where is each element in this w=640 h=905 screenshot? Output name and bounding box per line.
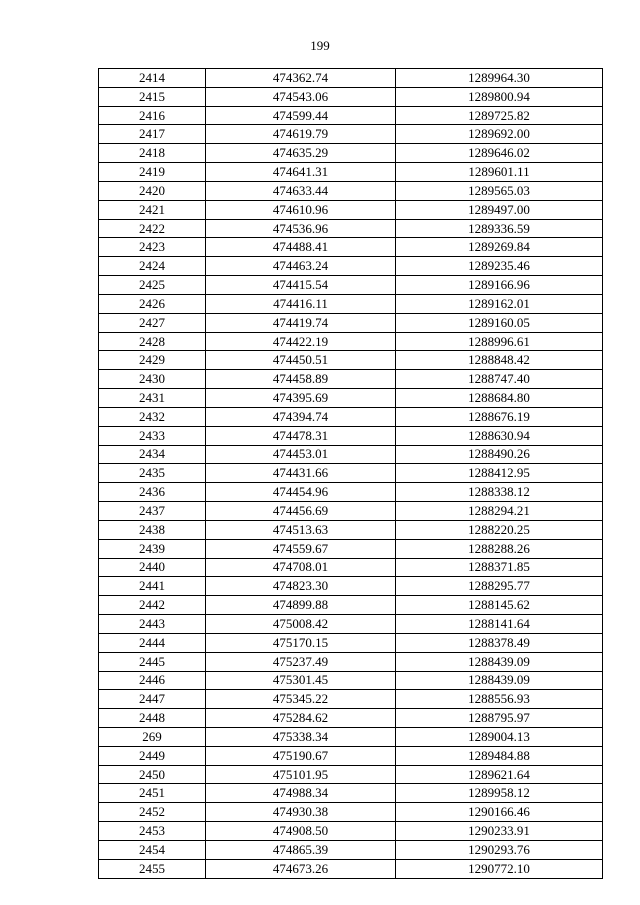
x-coordinate-cell: 474431.66 <box>206 464 396 483</box>
point-number-cell: 2416 <box>99 106 206 125</box>
y-coordinate-cell: 1288676.19 <box>396 407 603 426</box>
x-coordinate-cell: 474458.89 <box>206 370 396 389</box>
y-coordinate-cell: 1289160.05 <box>396 313 603 332</box>
y-coordinate-cell: 1288996.61 <box>396 332 603 351</box>
y-coordinate-cell: 1289725.82 <box>396 106 603 125</box>
x-coordinate-cell: 474930.38 <box>206 803 396 822</box>
x-coordinate-cell: 474641.31 <box>206 163 396 182</box>
point-number-cell: 2454 <box>99 840 206 859</box>
point-number-cell: 2435 <box>99 464 206 483</box>
point-number-cell: 2420 <box>99 181 206 200</box>
y-coordinate-cell: 1288141.64 <box>396 615 603 634</box>
x-coordinate-cell: 474488.41 <box>206 238 396 257</box>
y-coordinate-cell: 1289336.59 <box>396 219 603 238</box>
point-number-cell: 2415 <box>99 87 206 106</box>
y-coordinate-cell: 1289565.03 <box>396 181 603 200</box>
coordinates-table-body <box>99 69 603 879</box>
y-coordinate-cell: 1288848.42 <box>396 351 603 370</box>
y-coordinate-cell: 1288556.93 <box>396 690 603 709</box>
x-coordinate-cell: 474599.44 <box>206 106 396 125</box>
table-row <box>99 238 603 257</box>
x-coordinate-cell: 475345.22 <box>206 690 396 709</box>
y-coordinate-cell: 1288747.40 <box>396 370 603 389</box>
table-row <box>99 163 603 182</box>
x-coordinate-cell: 474559.67 <box>206 539 396 558</box>
x-coordinate-cell: 474823.30 <box>206 577 396 596</box>
point-number-cell: 2417 <box>99 125 206 144</box>
y-coordinate-cell: 1288684.80 <box>396 389 603 408</box>
table-row <box>99 200 603 219</box>
y-coordinate-cell: 1288295.77 <box>396 577 603 596</box>
y-coordinate-cell: 1288439.09 <box>396 671 603 690</box>
point-number-cell: 2429 <box>99 351 206 370</box>
y-coordinate-cell: 1288795.97 <box>396 709 603 728</box>
table-row <box>99 652 603 671</box>
x-coordinate-cell: 474422.19 <box>206 332 396 351</box>
point-number-cell: 2451 <box>99 784 206 803</box>
x-coordinate-cell: 474454.96 <box>206 483 396 502</box>
point-number-cell: 2452 <box>99 803 206 822</box>
table-row <box>99 596 603 615</box>
y-coordinate-cell: 1289162.01 <box>396 294 603 313</box>
y-coordinate-cell: 1289601.11 <box>396 163 603 182</box>
point-number-cell: 2441 <box>99 577 206 596</box>
coordinates-table <box>98 68 603 879</box>
point-number-cell: 2436 <box>99 483 206 502</box>
x-coordinate-cell: 475301.45 <box>206 671 396 690</box>
point-number-cell: 2426 <box>99 294 206 313</box>
table-row <box>99 539 603 558</box>
x-coordinate-cell: 474419.74 <box>206 313 396 332</box>
y-coordinate-cell: 1289269.84 <box>396 238 603 257</box>
table-row <box>99 257 603 276</box>
table-row <box>99 313 603 332</box>
point-number-cell: 2433 <box>99 426 206 445</box>
y-coordinate-cell: 1288378.49 <box>396 633 603 652</box>
x-coordinate-cell: 474395.69 <box>206 389 396 408</box>
point-number-cell: 2438 <box>99 520 206 539</box>
point-number-cell: 2434 <box>99 445 206 464</box>
table-row <box>99 426 603 445</box>
table-row <box>99 87 603 106</box>
x-coordinate-cell: 474908.50 <box>206 822 396 841</box>
x-coordinate-cell: 474619.79 <box>206 125 396 144</box>
x-coordinate-cell: 475338.34 <box>206 727 396 746</box>
table-row <box>99 370 603 389</box>
x-coordinate-cell: 474865.39 <box>206 840 396 859</box>
point-number-cell: 2418 <box>99 144 206 163</box>
x-coordinate-cell: 475284.62 <box>206 709 396 728</box>
table-row <box>99 746 603 765</box>
table-row <box>99 69 603 88</box>
table-row <box>99 727 603 746</box>
x-coordinate-cell: 475101.95 <box>206 765 396 784</box>
y-coordinate-cell: 1288439.09 <box>396 652 603 671</box>
y-coordinate-cell: 1289646.02 <box>396 144 603 163</box>
y-coordinate-cell: 1289621.64 <box>396 765 603 784</box>
x-coordinate-cell: 474536.96 <box>206 219 396 238</box>
y-coordinate-cell: 1290772.10 <box>396 859 603 878</box>
y-coordinate-cell: 1290233.91 <box>396 822 603 841</box>
x-coordinate-cell: 474453.01 <box>206 445 396 464</box>
point-number-cell: 2444 <box>99 633 206 652</box>
table-row <box>99 822 603 841</box>
table-row <box>99 671 603 690</box>
y-coordinate-cell: 1289484.88 <box>396 746 603 765</box>
y-coordinate-cell: 1288288.26 <box>396 539 603 558</box>
y-coordinate-cell: 1288145.62 <box>396 596 603 615</box>
x-coordinate-cell: 474610.96 <box>206 200 396 219</box>
table-row <box>99 445 603 464</box>
x-coordinate-cell: 474456.69 <box>206 502 396 521</box>
y-coordinate-cell: 1289235.46 <box>396 257 603 276</box>
y-coordinate-cell: 1288412.95 <box>396 464 603 483</box>
table-row <box>99 407 603 426</box>
point-number-cell: 2425 <box>99 276 206 295</box>
table-row <box>99 181 603 200</box>
point-number-cell: 2431 <box>99 389 206 408</box>
y-coordinate-cell: 1288371.85 <box>396 558 603 577</box>
x-coordinate-cell: 474415.54 <box>206 276 396 295</box>
point-number-cell: 2449 <box>99 746 206 765</box>
point-number-cell: 2419 <box>99 163 206 182</box>
point-number-cell: 2446 <box>99 671 206 690</box>
point-number-cell: 2439 <box>99 539 206 558</box>
y-coordinate-cell: 1288630.94 <box>396 426 603 445</box>
table-row <box>99 144 603 163</box>
point-number-cell: 2437 <box>99 502 206 521</box>
table-row <box>99 351 603 370</box>
x-coordinate-cell: 475237.49 <box>206 652 396 671</box>
table-row <box>99 389 603 408</box>
point-number-cell: 2455 <box>99 859 206 878</box>
table-row <box>99 558 603 577</box>
x-coordinate-cell: 474463.24 <box>206 257 396 276</box>
table-row <box>99 106 603 125</box>
y-coordinate-cell: 1290166.46 <box>396 803 603 822</box>
point-number-cell: 2448 <box>99 709 206 728</box>
table-row <box>99 294 603 313</box>
point-number-cell: 2445 <box>99 652 206 671</box>
table-row <box>99 502 603 521</box>
point-number-cell: 2440 <box>99 558 206 577</box>
x-coordinate-cell: 474988.34 <box>206 784 396 803</box>
x-coordinate-cell: 474673.26 <box>206 859 396 878</box>
y-coordinate-cell: 1290293.76 <box>396 840 603 859</box>
table-row <box>99 276 603 295</box>
point-number-cell: 2442 <box>99 596 206 615</box>
x-coordinate-cell: 475190.67 <box>206 746 396 765</box>
y-coordinate-cell: 1289692.00 <box>396 125 603 144</box>
x-coordinate-cell: 474394.74 <box>206 407 396 426</box>
table-row <box>99 615 603 634</box>
table-row <box>99 765 603 784</box>
table-row <box>99 859 603 878</box>
table-row <box>99 332 603 351</box>
point-number-cell: 2447 <box>99 690 206 709</box>
table-row <box>99 709 603 728</box>
table-row <box>99 520 603 539</box>
point-number-cell: 2443 <box>99 615 206 634</box>
x-coordinate-cell: 474513.63 <box>206 520 396 539</box>
table-row <box>99 219 603 238</box>
y-coordinate-cell: 1289964.30 <box>396 69 603 88</box>
x-coordinate-cell: 474635.29 <box>206 144 396 163</box>
page-number: 199 <box>310 38 330 53</box>
y-coordinate-cell: 1289166.96 <box>396 276 603 295</box>
table-row <box>99 690 603 709</box>
table-row <box>99 464 603 483</box>
x-coordinate-cell: 474899.88 <box>206 596 396 615</box>
table-row <box>99 633 603 652</box>
x-coordinate-cell: 474543.06 <box>206 87 396 106</box>
x-coordinate-cell: 474633.44 <box>206 181 396 200</box>
point-number-cell: 2453 <box>99 822 206 841</box>
table-row <box>99 483 603 502</box>
table-row <box>99 784 603 803</box>
x-coordinate-cell: 474450.51 <box>206 351 396 370</box>
point-number-cell: 2428 <box>99 332 206 351</box>
x-coordinate-cell: 474708.01 <box>206 558 396 577</box>
y-coordinate-cell: 1288220.25 <box>396 520 603 539</box>
y-coordinate-cell: 1288338.12 <box>396 483 603 502</box>
y-coordinate-cell: 1288490.26 <box>396 445 603 464</box>
table-row <box>99 125 603 144</box>
x-coordinate-cell: 474362.74 <box>206 69 396 88</box>
point-number-cell: 2432 <box>99 407 206 426</box>
point-number-cell: 2421 <box>99 200 206 219</box>
x-coordinate-cell: 475170.15 <box>206 633 396 652</box>
x-coordinate-cell: 474478.31 <box>206 426 396 445</box>
x-coordinate-cell: 474416.11 <box>206 294 396 313</box>
point-number-cell: 2430 <box>99 370 206 389</box>
y-coordinate-cell: 1288294.21 <box>396 502 603 521</box>
table-row <box>99 803 603 822</box>
point-number-cell: 2414 <box>99 69 206 88</box>
y-coordinate-cell: 1289958.12 <box>396 784 603 803</box>
y-coordinate-cell: 1289497.00 <box>396 200 603 219</box>
point-number-cell: 2424 <box>99 257 206 276</box>
table-row <box>99 840 603 859</box>
point-number-cell: 269 <box>99 727 206 746</box>
point-number-cell: 2422 <box>99 219 206 238</box>
x-coordinate-cell: 475008.42 <box>206 615 396 634</box>
point-number-cell: 2450 <box>99 765 206 784</box>
point-number-cell: 2423 <box>99 238 206 257</box>
y-coordinate-cell: 1289004.13 <box>396 727 603 746</box>
point-number-cell: 2427 <box>99 313 206 332</box>
table-row <box>99 577 603 596</box>
y-coordinate-cell: 1289800.94 <box>396 87 603 106</box>
